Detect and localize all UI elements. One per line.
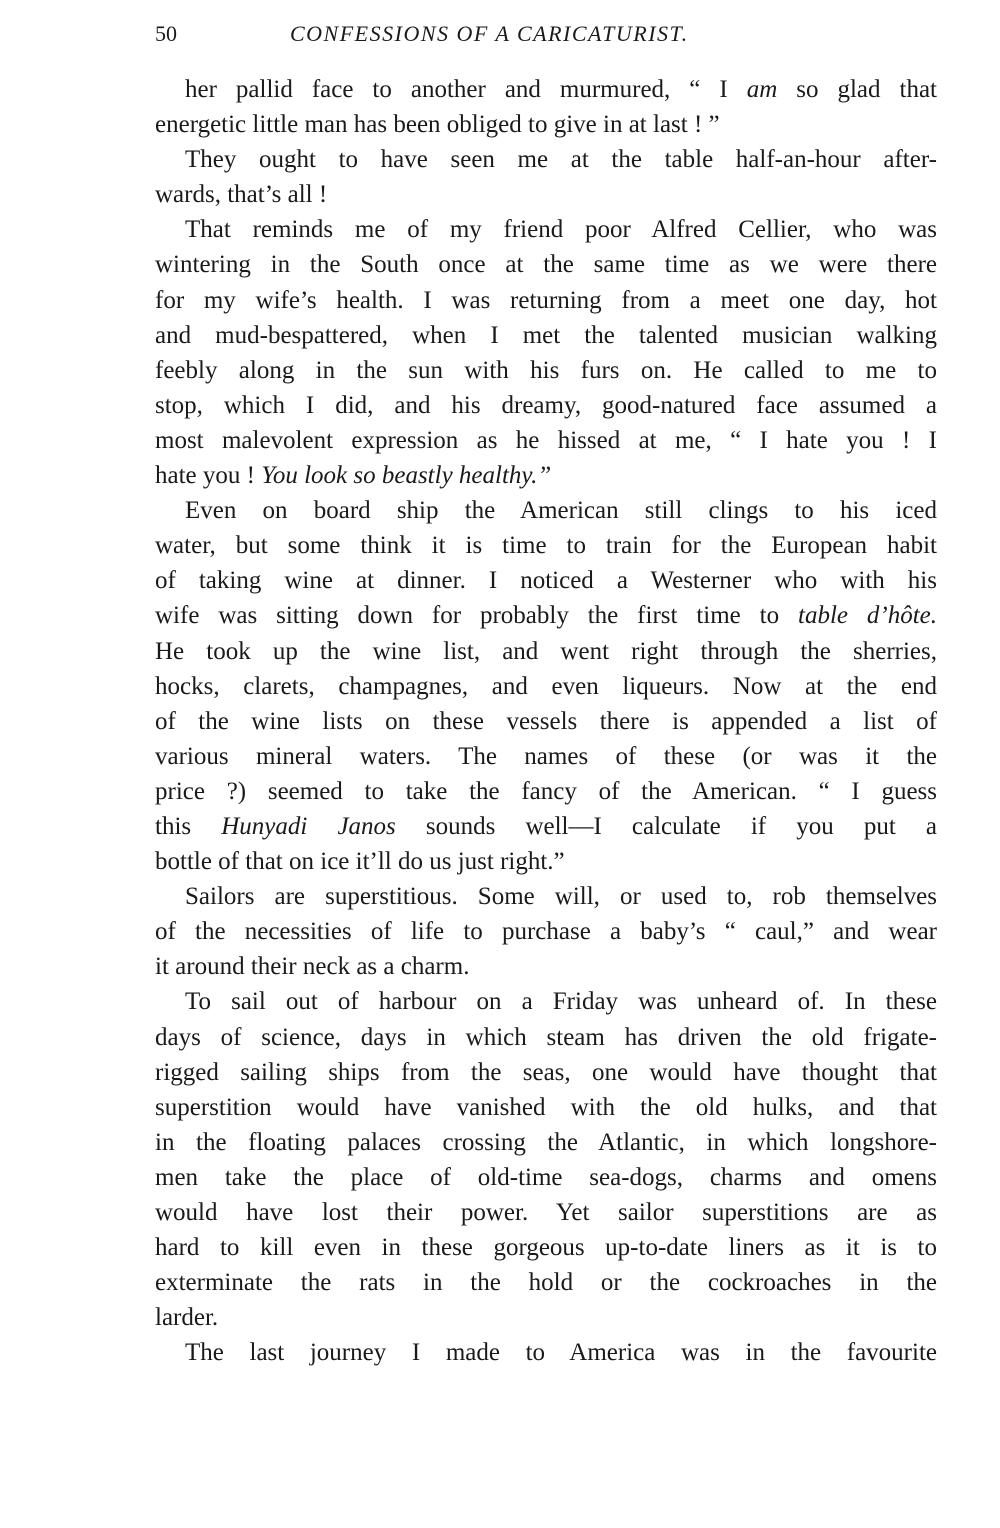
text-line: He took up the wine list, and went right through the sherries,: [155, 637, 937, 665]
text-line: of the wine lists on these vessels there is appended a list of: [155, 707, 937, 735]
paragraph: [155, 879, 937, 984]
text-line: wife was sitting down for probably the first time to table d’hôte.: [155, 602, 937, 630]
text-line: various mineral waters. The names of these (or was it the: [155, 742, 937, 770]
text-line: men take the place of old-time sea-dogs, charms and omens: [155, 1163, 937, 1191]
text-line: and mud-bespattered, when I met the talented musician walking: [155, 321, 937, 349]
text-line: exterminate the rats in the hold or the cockroaches in the: [155, 1269, 937, 1297]
text-line: price ?) seemed to take the fancy of the American. “ I guess: [155, 777, 937, 805]
text-line: superstition would have vanished with the old hulks, and that: [155, 1093, 937, 1121]
text-line: would have lost their power. Yet sailor superstitions are as: [155, 1199, 937, 1226]
text-line: larder.: [155, 1304, 219, 1332]
paragraph: [155, 72, 937, 142]
text-line: stop, which I did, and his dreamy, good-natured face assumed a: [155, 391, 937, 419]
text-line: They ought to have seen me at the table half-an-hour after-: [185, 146, 937, 174]
paragraph: [155, 984, 937, 1335]
page-number: 50: [155, 21, 177, 46]
text-line: of the necessities of life to purchase a baby’s “ caul,” and wear: [155, 918, 937, 946]
text-line: of taking wine at dinner. I noticed a Westerner who with his: [155, 567, 937, 595]
text-line: energetic little man has been obliged to give in at last ! ”: [155, 111, 720, 139]
body-text: [155, 72, 937, 1370]
text-line: The last journey I made to America was in the favourite: [185, 1339, 937, 1367]
text-line: water, but some think it is time to train for the European habit: [155, 532, 937, 560]
text-line: To sail out of harbour on a Friday was unheard of. In these: [185, 988, 937, 1016]
running-title: CONFESSIONS OF A CARICATURIST.: [290, 21, 689, 46]
text-line: days of science, days in which steam has driven the old frigate-: [155, 1023, 937, 1051]
text-line: Sailors are superstitious. Some will, or used to, rob themselves: [185, 883, 937, 911]
italic-text: You look so beastly healthy.”: [261, 462, 552, 490]
text-line: rigged sailing ships from the seas, one would have thought that: [155, 1058, 937, 1086]
text-line: bottle of that on ice it’ll do us just right.”: [155, 848, 565, 876]
text-line: wintering in the South once at the same time as we were there: [155, 251, 937, 279]
text-line: it around their neck as a charm.: [155, 953, 470, 981]
text-line: in the floating palaces crossing the Atlantic, in which longshore-: [155, 1128, 937, 1156]
text-line: Even on board ship the American still clings to his iced: [185, 497, 937, 525]
italic-text: Hunyadi Janos: [221, 812, 396, 840]
text-line: most malevolent expression as he hissed at me, “ I hate you ! I: [155, 426, 937, 454]
running-head: [155, 18, 937, 50]
text-line: hate you ! You look so beastly healthy.”: [155, 462, 552, 490]
paragraph: [155, 493, 937, 879]
text-line: her pallid face to another and murmured, “ I am so glad that: [185, 76, 937, 103]
text-line: for my wife’s health. I was returning from a meet one day, hot: [155, 286, 937, 314]
paragraph: [155, 1335, 937, 1370]
paragraph: [155, 142, 937, 212]
italic-text: am: [746, 76, 778, 103]
text-line: feebly along in the sun with his furs on. He called to me to: [155, 356, 937, 384]
text-line: hocks, clarets, champagnes, and even liqueurs. Now at the end: [155, 672, 937, 700]
text-line: wards, that’s all !: [155, 181, 328, 209]
paragraph: [155, 212, 937, 493]
text-line: That reminds me of my friend poor Alfred Cellier, who was: [185, 216, 937, 244]
italic-text: table d’hôte.: [798, 602, 937, 630]
text-line: this Hunyadi Janos sounds well—I calculate if you put a: [155, 812, 937, 840]
text-line: hard to kill even in these gorgeous up-to-date liners as it is to: [155, 1234, 937, 1262]
